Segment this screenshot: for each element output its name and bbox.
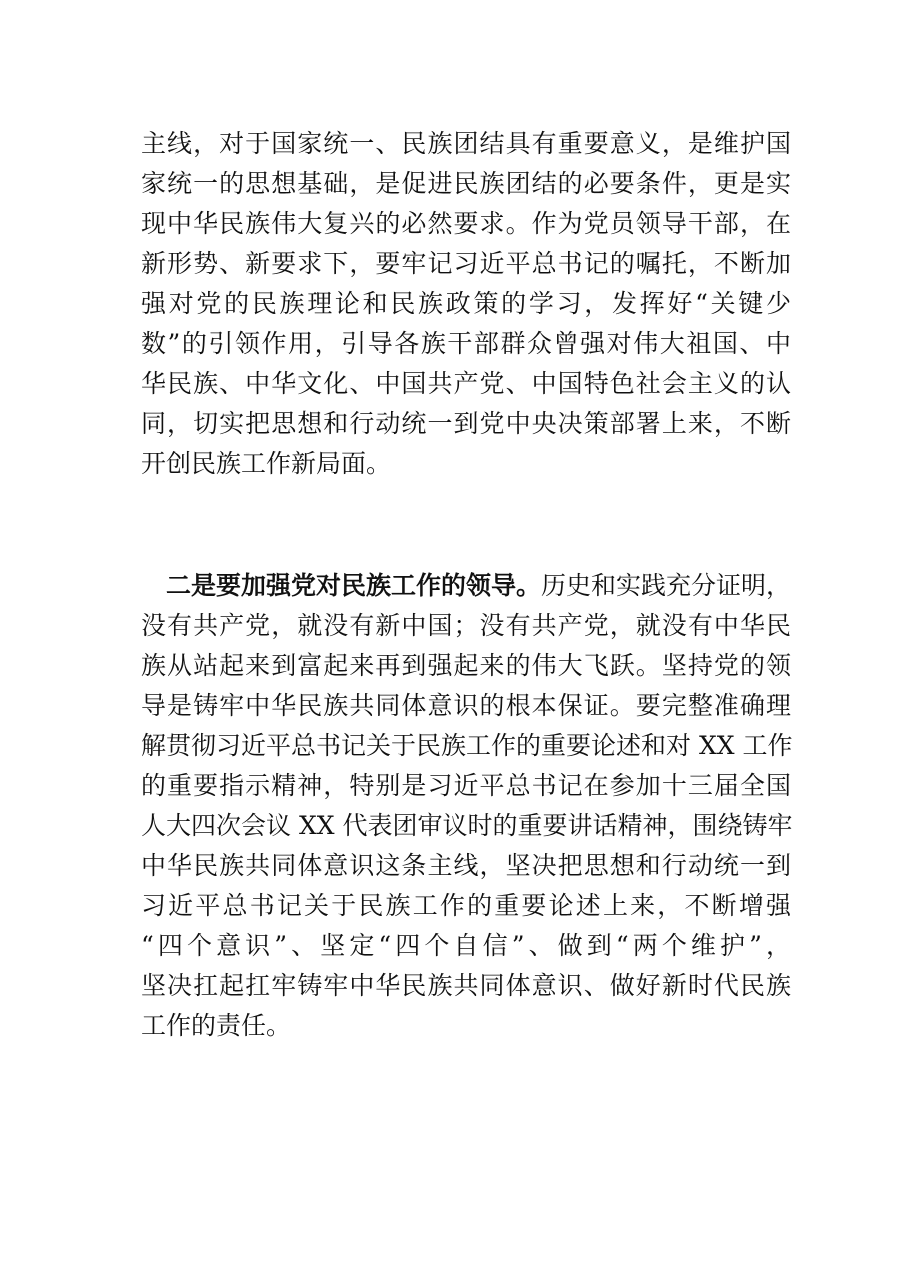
- paragraph-2-line: 习近平总书记关于民族工作的重要论述上来，不断增强: [141, 891, 791, 920]
- paragraph-1: [141, 124, 791, 484]
- paragraph-2-line: 解贯彻习近平总书记关于民族工作的重要论述和对 XX 工作: [141, 731, 793, 760]
- paragraph-2-line: 工作的责任。: [141, 1011, 292, 1040]
- paragraph-1-line: 同，切实把思想和行动统一到党中央决策部署上来，不断: [141, 409, 791, 438]
- paragraph-2-line: 中华民族共同体意识这条主线，坚决把思想和行动统一到: [141, 851, 791, 880]
- paragraph-1-line: 主线，对于国家统一、民族团结具有重要意义，是维护国: [141, 129, 791, 158]
- paragraph-2-line: 导是铸牢中华民族共同体意识的根本保证。要完整准确理: [141, 691, 791, 720]
- paragraph-2-line: 族从站起来到富起来再到强起来的伟大飞跃。坚持党的领: [141, 651, 791, 680]
- paragraph-1-line: 新形势、新要求下，要牢记习近平总书记的嘱托，不断加: [141, 249, 791, 278]
- paragraph-2: [141, 566, 791, 1046]
- paragraph-1-line: 强对党的民族理论和民族政策的学习，发挥好“关键少: [141, 289, 791, 318]
- paragraph-2-line: 坚决扛起扛牢铸牢中华民族共同体意识、做好新时代民族: [141, 971, 791, 1000]
- paragraph-2-line: “四个意识”、坚定“四个自信”、做到“两个维护”，: [141, 931, 791, 960]
- paragraph-2-lead-rest: 历史和实践充分证明，: [541, 571, 792, 600]
- paragraph-2-line: 人大四次会议 XX 代表团审议时的重要讲话精神，围绕铸牢: [141, 811, 793, 840]
- paragraph-2-first-line: [141, 566, 791, 606]
- paragraph-1-line: 家统一的思想基础，是促进民族团结的必要条件，更是实: [141, 169, 791, 198]
- paragraph-1-line: 数”的引领作用，引导各族干部群众曾强对伟大祖国、中: [141, 329, 791, 358]
- paragraph-1-line: 开创民族工作新局面。: [141, 449, 392, 478]
- paragraph-1-line: 华民族、中华文化、中国共产党、中国特色社会主义的认: [141, 369, 791, 398]
- paragraph-2-line: 没有共产党，就没有新中国；没有共产党，就没有中华民: [141, 611, 791, 640]
- paragraph-2-line: 的重要指示精神，特别是习近平总书记在参加十三届全国: [141, 771, 791, 800]
- paragraph-2-lead: 二是要加强党对民族工作的领导。: [166, 571, 542, 600]
- paragraph-1-line: 现中华民族伟大复兴的必然要求。作为党员领导干部，在: [141, 209, 791, 238]
